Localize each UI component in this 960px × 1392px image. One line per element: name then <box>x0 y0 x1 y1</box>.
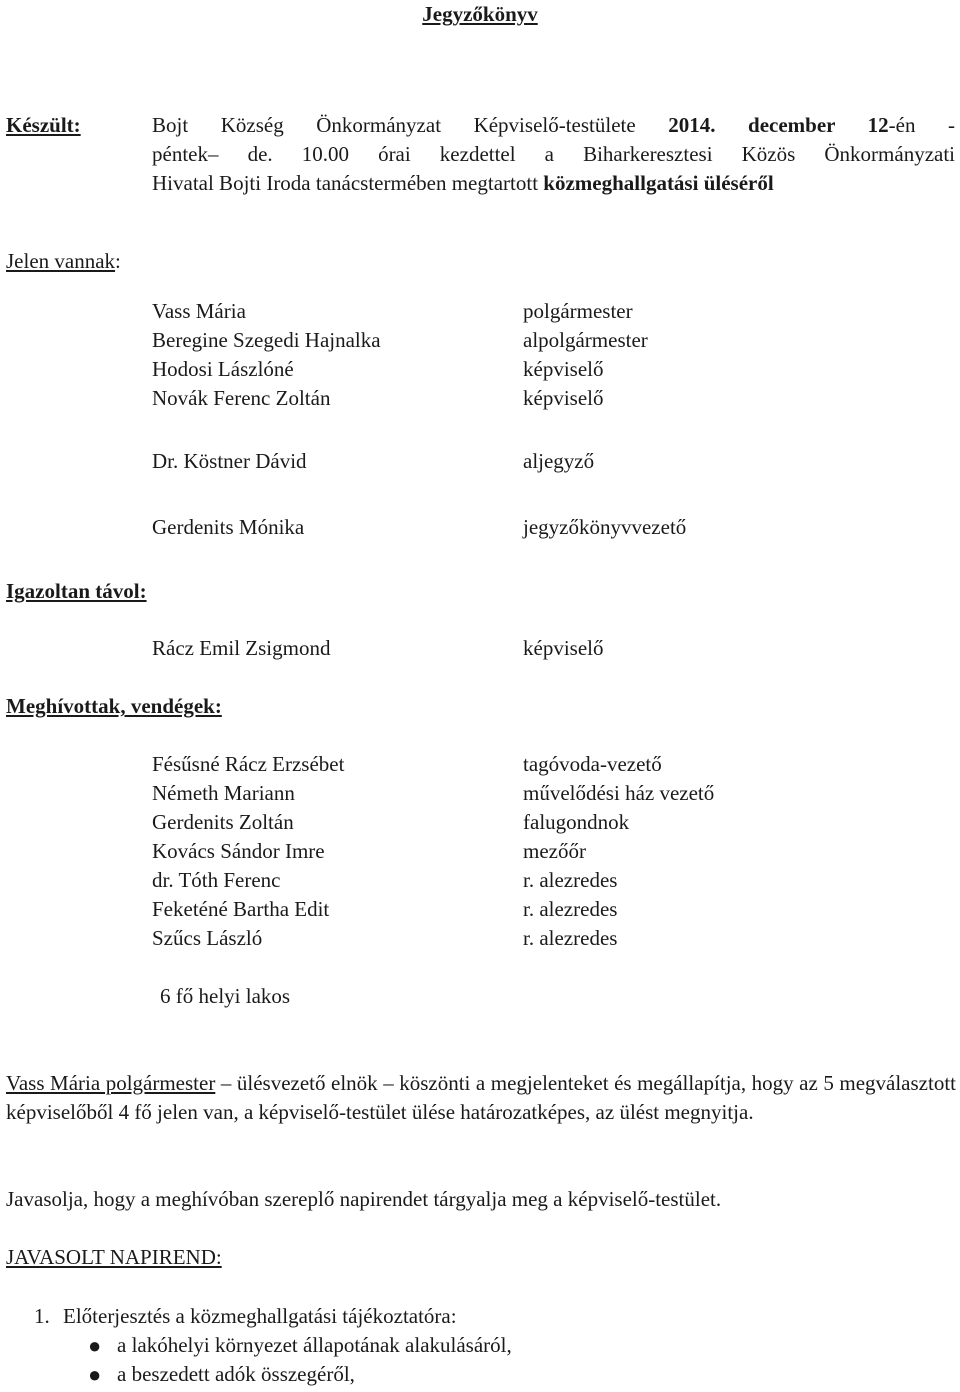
bullet-dot-icon: ● <box>88 1333 102 1358</box>
absent-name: Rácz Emil Zsigmond <box>152 636 331 660</box>
prepared-line-2: péntek– de. 10.00 órai kezdettel a Biharkeresztesi Közös Önkormányzati <box>152 142 955 166</box>
absent-heading: Igazoltan távol: <box>6 579 147 603</box>
document-title: Jegyzőkönyv <box>422 2 538 26</box>
agenda-heading: JAVASOLT NAPIREND: <box>6 1245 222 1269</box>
guest-role: r. alezredes <box>523 926 618 950</box>
speaker-name: Vass Mária polgármester <box>6 1071 216 1095</box>
opening-paragraph: Vass Mária polgármester – ülésvezető elnök – köszönti a megjelenteket és megállapítja, hogy az 5 megválasztott képviselőből 4 fő jelen van, a képviselő-testület ülése határozatképes, az ülést megnyitja. <box>6 1071 956 1124</box>
proposal-paragraph: Javasolja, hogy a meghívóban szereplő napirendet tárgyalja meg a képviselő-testület. <box>6 1187 722 1211</box>
guest-name: Feketéné Bartha Edit <box>152 897 330 921</box>
agenda-item-title: Előterjesztés a közmeghallgatási tájékoztatóra: <box>63 1304 457 1328</box>
present-heading: Jelen vannak: <box>6 249 121 273</box>
guest-role: r. alezredes <box>523 868 618 892</box>
agenda-bullet: a lakóhelyi környezet állapotának alakulásáról, <box>117 1333 512 1357</box>
present-name: Novák Ferenc Zoltán <box>152 386 331 410</box>
guest-name: dr. Tóth Ferenc <box>152 868 281 892</box>
prepared-text <box>152 111 955 198</box>
present-role: képviselő <box>523 357 604 381</box>
present-role: képviselő <box>523 386 604 410</box>
guest-name: Szűcs László <box>152 926 263 950</box>
official-name: Dr. Köstner Dávid <box>152 449 307 473</box>
residents-count: 6 fő helyi lakos <box>160 984 291 1008</box>
guest-name: Gerdenits Zoltán <box>152 810 294 834</box>
official-role: aljegyző <box>523 449 595 473</box>
bullet-dot-icon: ● <box>88 1362 102 1387</box>
guest-role: r. alezredes <box>523 897 618 921</box>
present-name: Vass Mária <box>152 299 246 323</box>
agenda-item-number: 1. <box>34 1304 50 1328</box>
present-role: polgármester <box>523 299 633 323</box>
guest-role: falugondnok <box>523 810 630 834</box>
agenda-bullet: a beszedett adók összegéről, <box>117 1362 355 1386</box>
official-name: Gerdenits Mónika <box>152 515 305 539</box>
guest-name: Kovács Sándor Imre <box>152 839 325 863</box>
absent-role: képviselő <box>523 636 604 660</box>
prepared-line-3: Hivatal Bojti Iroda tanácstermében megtartott közmeghallgatási üléséről <box>152 171 774 195</box>
guest-name: Németh Mariann <box>152 781 295 805</box>
prepared-label: Készült: <box>6 113 81 137</box>
present-name: Beregine Szegedi Hajnalka <box>152 328 381 352</box>
present-role: alpolgármester <box>523 328 648 352</box>
prepared-line-1: Bojt Község Önkormányzat Képviselő-testülete 2014. december 12-én - <box>152 113 956 137</box>
guest-role: tagóvoda-vezető <box>523 752 662 776</box>
guests-heading: Meghívottak, vendégek: <box>6 694 222 718</box>
guest-name: Fésűsné Rácz Erzsébet <box>152 752 345 776</box>
official-role: jegyzőkönyvvezető <box>523 515 687 539</box>
present-name: Hodosi Lászlóné <box>152 357 294 381</box>
guest-role: mezőőr <box>523 839 586 863</box>
guest-role: művelődési ház vezető <box>523 781 715 805</box>
